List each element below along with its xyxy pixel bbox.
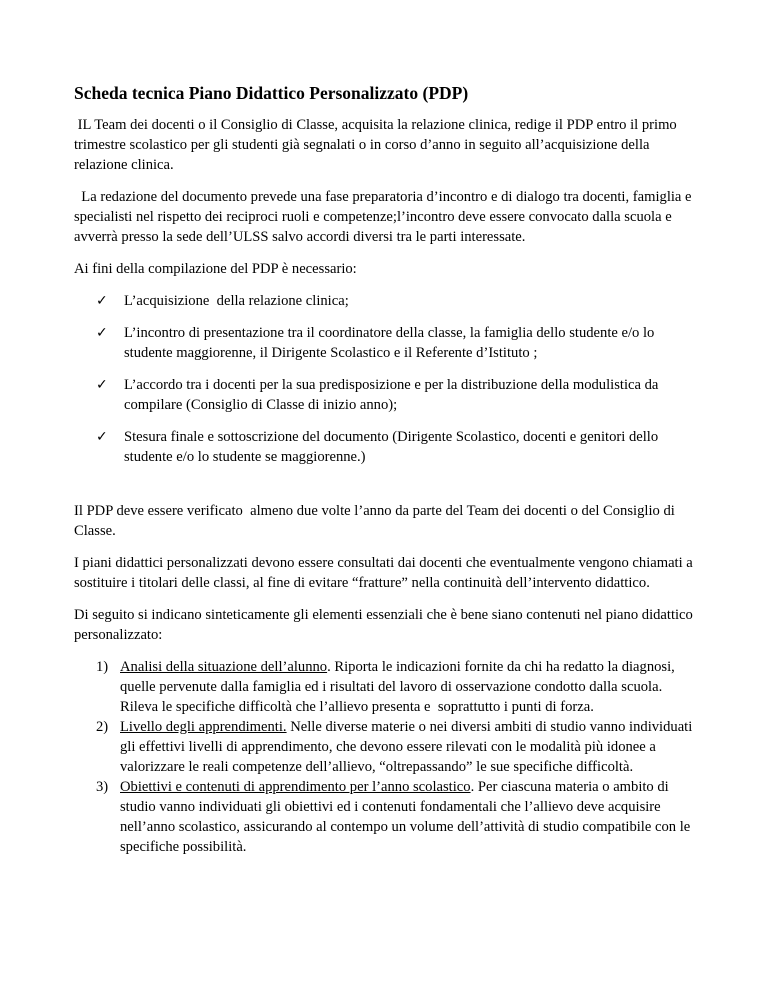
checklist-item-text: L’accordo tra i docenti per la sua predisposizione e per la distribuzione della modulistica da compilare (Consiglio di Classe di inizio anno); xyxy=(124,377,659,413)
numbered-item xyxy=(96,717,696,777)
checklist-item-text: L’incontro di presentazione tra il coordinatore della classe, la famiglia dello studente e/o lo studente maggiorenne, il Dirigente Scolastico e il Referente d’Istituto ; xyxy=(124,325,655,361)
item-text: Nelle diverse materie o nei diversi ambiti di studio vanno individuati gli effettivi livelli di apprendimento, che devono essere rilevati con le modalità più idonee a valorizzare le reali competenze dell’allievo, “oltrepassando” le sue specifiche difficoltà. xyxy=(120,719,696,775)
paragraph-drafting: La redazione del documento prevede una fase preparatoria d’incontro e di dialogo tra docenti, famiglia e specialisti nel rispetto dei reciproci ruoli e competenze;l’incontro deve essere convocato dalla scuola e avverrà presso la sede dell’ULSS salvo accordi diversi tra le parti interessate. xyxy=(74,189,696,245)
document-title: Scheda tecnica Piano Didattico Personalizzato (PDP) xyxy=(74,83,469,103)
checkmark-icon: ✓ xyxy=(96,293,108,309)
checklist-item-text: L’acquisizione della relazione clinica; xyxy=(124,293,349,309)
paragraph-intro: IL Team dei docenti o il Consiglio di Classe, acquisita la relazione clinica, redige il PDP entro il primo trimestre scolastico per gli studenti già segnalati o in corso d’anno in seguito all’acquisizione della relazione clinica. xyxy=(74,117,681,173)
checklist-item-text: Stesura finale e sottoscrizione del documento (Dirigente Scolastico, docenti e genitori dello studente e/o lo studente se maggiorenne.) xyxy=(124,429,659,465)
checkmark-icon: ✓ xyxy=(96,377,108,393)
item-number: 3) xyxy=(96,779,109,795)
item-heading: Livello degli apprendimenti. xyxy=(120,719,287,735)
item-text: . Per ciascuna materia o ambito di studio vanno individuati gli obiettivi ed i contenuti fondamentali che l’allievo deve acquisire nell’anno scolastico, assicurando al contempo un volume dell’attività di studio compatibile con le specifiche possibilità. xyxy=(120,779,694,855)
spacer xyxy=(74,479,696,501)
checklist-item xyxy=(96,291,696,311)
document-page xyxy=(74,82,696,857)
checkmark-icon: ✓ xyxy=(96,429,108,445)
paragraph-requirements-lead: Ai fini della compilazione del PDP è necessario: xyxy=(74,261,357,277)
paragraph-elements-lead: Di seguito si indicano sinteticamente gli elementi essenziali che è bene siano contenuti nel piano didattico personalizzato: xyxy=(74,607,693,643)
checklist-item xyxy=(96,375,696,415)
checkmark-icon: ✓ xyxy=(96,325,108,341)
numbered-item xyxy=(96,657,696,717)
requirements-checklist xyxy=(74,291,696,467)
item-heading: Analisi della situazione dell’alunno xyxy=(120,659,328,675)
item-number: 2) xyxy=(96,719,109,735)
item-text: . Riporta le indicazioni fornite da chi ha redatto la diagnosi, quelle pervenute dalla famiglia ed i risultati del lavoro di osservazione condotto dalla scuola. Rileva le specifiche difficoltà che l’allievo presenta e soprattutto i punti di forza. xyxy=(120,659,679,715)
numbered-item xyxy=(96,777,696,857)
item-heading: Obiettivi e contenuti di apprendimento per l’anno scolastico xyxy=(120,779,471,795)
paragraph-verification: Il PDP deve essere verificato almeno due volte l’anno da parte del Team dei docenti o del Consiglio di Classe. xyxy=(74,503,679,539)
item-number: 1) xyxy=(96,659,109,675)
essential-elements-list xyxy=(74,657,696,857)
checklist-item xyxy=(96,323,696,363)
paragraph-consultation: I piani didattici personalizzati devono essere consultati dai docenti che eventualmente vengono chiamati a sostituire i titolari delle classi, al fine di evitare “fratture” nella continuità dell’intervento didattico. xyxy=(74,555,693,591)
checklist-item xyxy=(96,427,696,467)
